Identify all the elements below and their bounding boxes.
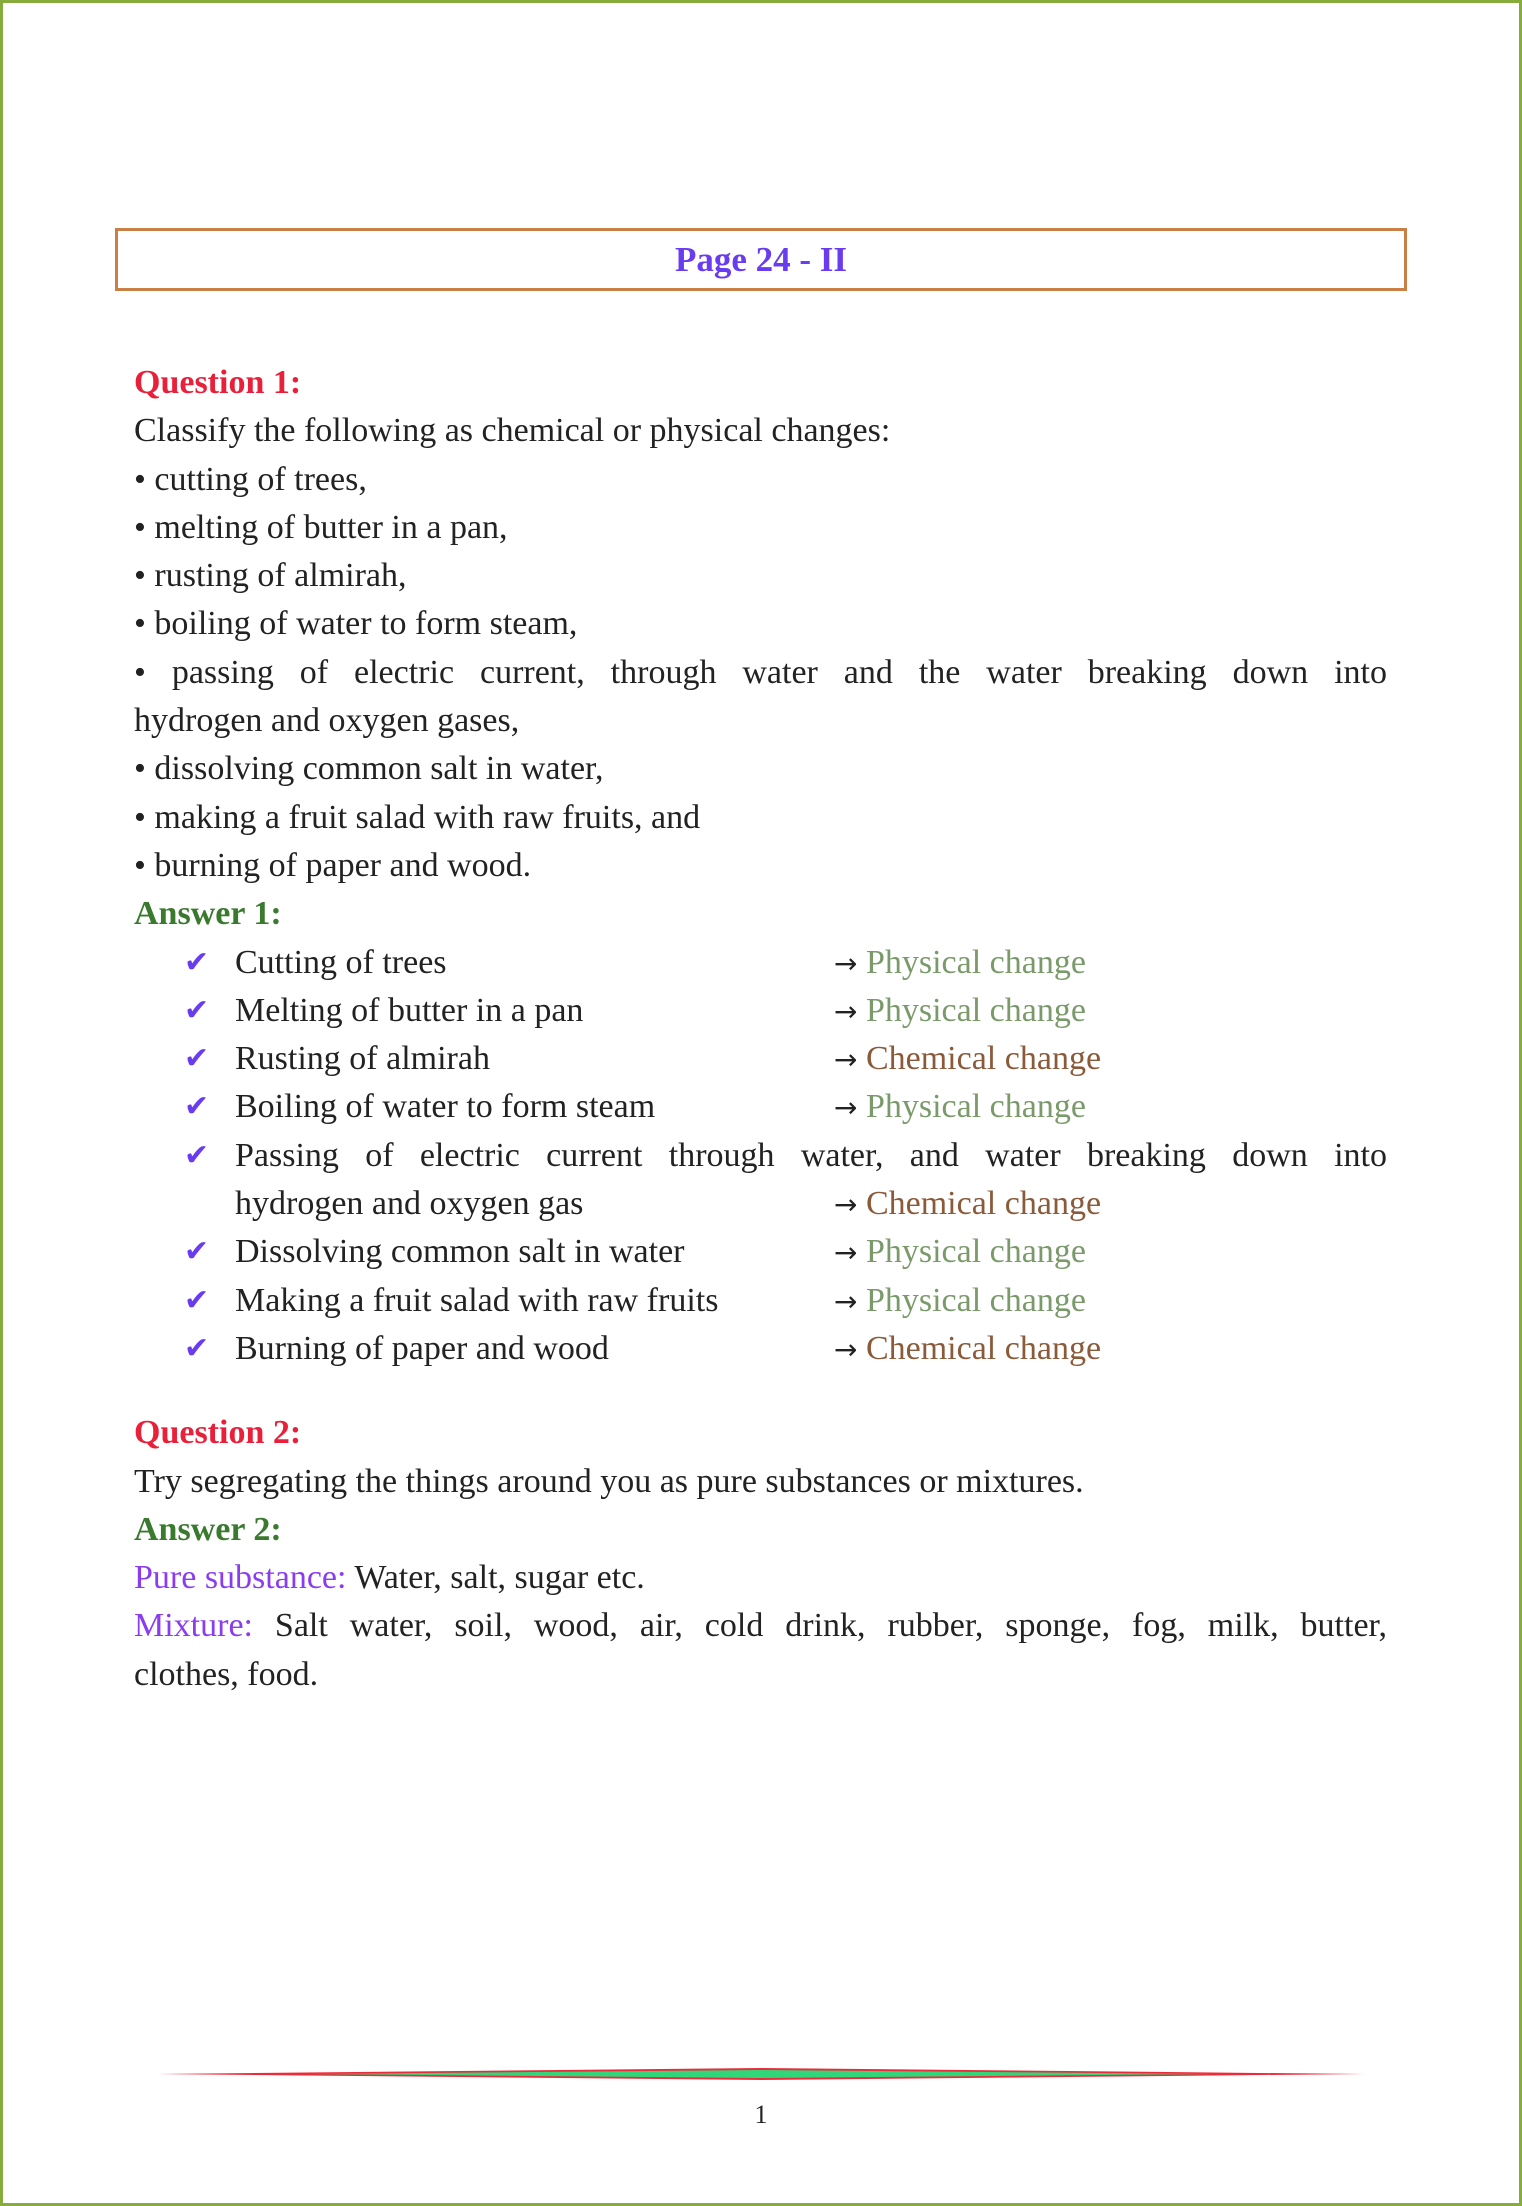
answer-result bbox=[834, 1277, 1086, 1326]
answer-row bbox=[134, 1228, 1387, 1276]
answer-row bbox=[134, 1325, 1387, 1373]
arrow-right-icon: → bbox=[834, 1284, 858, 1318]
bullet-item: • making a fruit salad with raw fruits, and bbox=[134, 798, 701, 836]
answer-row bbox=[134, 1277, 1387, 1325]
answer-row bbox=[134, 1132, 1387, 1180]
checkmark-icon: ✔ bbox=[184, 944, 210, 980]
result-label: Chemical change bbox=[865, 1185, 1102, 1223]
answer-item-text: Passing of electric current through water, and water breaking down into bbox=[235, 1136, 1387, 1174]
pure-substance-text: Water, salt, sugar etc. bbox=[346, 1559, 645, 1597]
bullet-item: • cutting of trees, bbox=[134, 460, 367, 498]
checkmark-icon: ✔ bbox=[184, 1137, 210, 1173]
page-title: Page 24 - II bbox=[674, 240, 848, 279]
content bbox=[134, 359, 1387, 1699]
checkmark-icon: ✔ bbox=[184, 1089, 210, 1125]
checkmark-icon: ✔ bbox=[184, 992, 210, 1028]
answer-row bbox=[134, 939, 1387, 987]
answer-1-list bbox=[134, 939, 1387, 1374]
bullet-item-continuation: hydrogen and oxygen gases, bbox=[134, 702, 520, 740]
result-label: Chemical change bbox=[865, 1329, 1102, 1367]
question-1-label: Question 1: bbox=[134, 364, 302, 401]
result-label: Physical change bbox=[865, 991, 1086, 1029]
arrow-right-icon: → bbox=[834, 946, 858, 980]
answer-item-text: Cutting of trees bbox=[235, 943, 447, 981]
answer-row bbox=[134, 1035, 1387, 1083]
mixture-line bbox=[134, 1602, 1387, 1650]
arrow-right-icon: → bbox=[834, 1043, 858, 1077]
answer-row bbox=[134, 987, 1387, 1035]
checkmark-icon: ✔ bbox=[184, 1041, 210, 1077]
bullet-item: • dissolving common salt in water, bbox=[134, 750, 604, 788]
answer-result bbox=[834, 939, 1086, 988]
mixture-label: Mixture: bbox=[134, 1607, 253, 1645]
pure-substance-label: Pure substance: bbox=[134, 1559, 347, 1597]
bullet-item: • burning of paper and wood. bbox=[134, 846, 532, 884]
bullet-item: • boiling of water to form steam, bbox=[134, 605, 578, 643]
checkmark-icon: ✔ bbox=[184, 1234, 210, 1270]
answer-item-text: Rusting of almirah bbox=[235, 1040, 490, 1078]
mixture-text: Salt water, soil, wood, air, cold drink, rubber, sponge, fog, milk, butter, bbox=[252, 1607, 1387, 1645]
answer-item-text: Making a fruit salad with raw fruits bbox=[235, 1281, 719, 1319]
answer-result bbox=[834, 1035, 1101, 1084]
answer-item-text: Melting of butter in a pan bbox=[235, 991, 584, 1029]
bullet-item: • rusting of almirah, bbox=[134, 557, 407, 595]
arrow-right-icon: → bbox=[834, 1236, 858, 1270]
answer-result bbox=[834, 987, 1086, 1036]
arrow-right-icon: → bbox=[834, 1332, 858, 1366]
mixture-line-continuation: clothes, food. bbox=[134, 1655, 319, 1693]
answer-row-continuation bbox=[134, 1180, 1387, 1228]
answer-2-label: Answer 2: bbox=[134, 1510, 282, 1548]
result-label: Physical change bbox=[865, 1281, 1086, 1319]
answer-1-label: Answer 1: bbox=[134, 895, 282, 933]
title-box bbox=[115, 228, 1407, 291]
checkmark-icon: ✔ bbox=[184, 1330, 210, 1366]
arrow-right-icon: → bbox=[834, 1188, 858, 1222]
result-label: Chemical change bbox=[865, 1040, 1102, 1078]
answer-item-text: Burning of paper and wood bbox=[235, 1329, 609, 1367]
arrow-right-icon: → bbox=[834, 1091, 858, 1125]
question-2-label: Question 2: bbox=[134, 1414, 302, 1452]
result-label: Physical change bbox=[865, 1233, 1086, 1271]
page-number: 1 bbox=[754, 2100, 768, 2129]
bullet-item: • melting of butter in a pan, bbox=[134, 508, 508, 546]
answer-item-text: Boiling of water to form steam bbox=[235, 1088, 656, 1126]
answer-result bbox=[834, 1180, 1101, 1229]
arrow-right-icon: → bbox=[834, 994, 858, 1028]
bullet-item: • passing of electric current, through water and the water breaking down into bbox=[134, 653, 1387, 691]
checkmark-icon: ✔ bbox=[184, 1282, 210, 1318]
question-1-prompt: Classify the following as chemical or physical changes: bbox=[134, 412, 891, 450]
answer-row bbox=[134, 1083, 1387, 1131]
answer-item-text: hydrogen and oxygen gas bbox=[235, 1185, 584, 1223]
question-2-prompt: Try segregating the things around you as pure substances or mixtures. bbox=[134, 1462, 1084, 1500]
answer-result bbox=[834, 1083, 1086, 1132]
answer-result bbox=[834, 1228, 1086, 1277]
result-label: Physical change bbox=[865, 943, 1086, 981]
footer-divider bbox=[157, 2068, 1365, 2080]
answer-result bbox=[834, 1325, 1101, 1374]
pure-substance-line bbox=[134, 1554, 1387, 1602]
result-label: Physical change bbox=[865, 1088, 1086, 1126]
answer-item-text: Dissolving common salt in water bbox=[235, 1233, 685, 1271]
